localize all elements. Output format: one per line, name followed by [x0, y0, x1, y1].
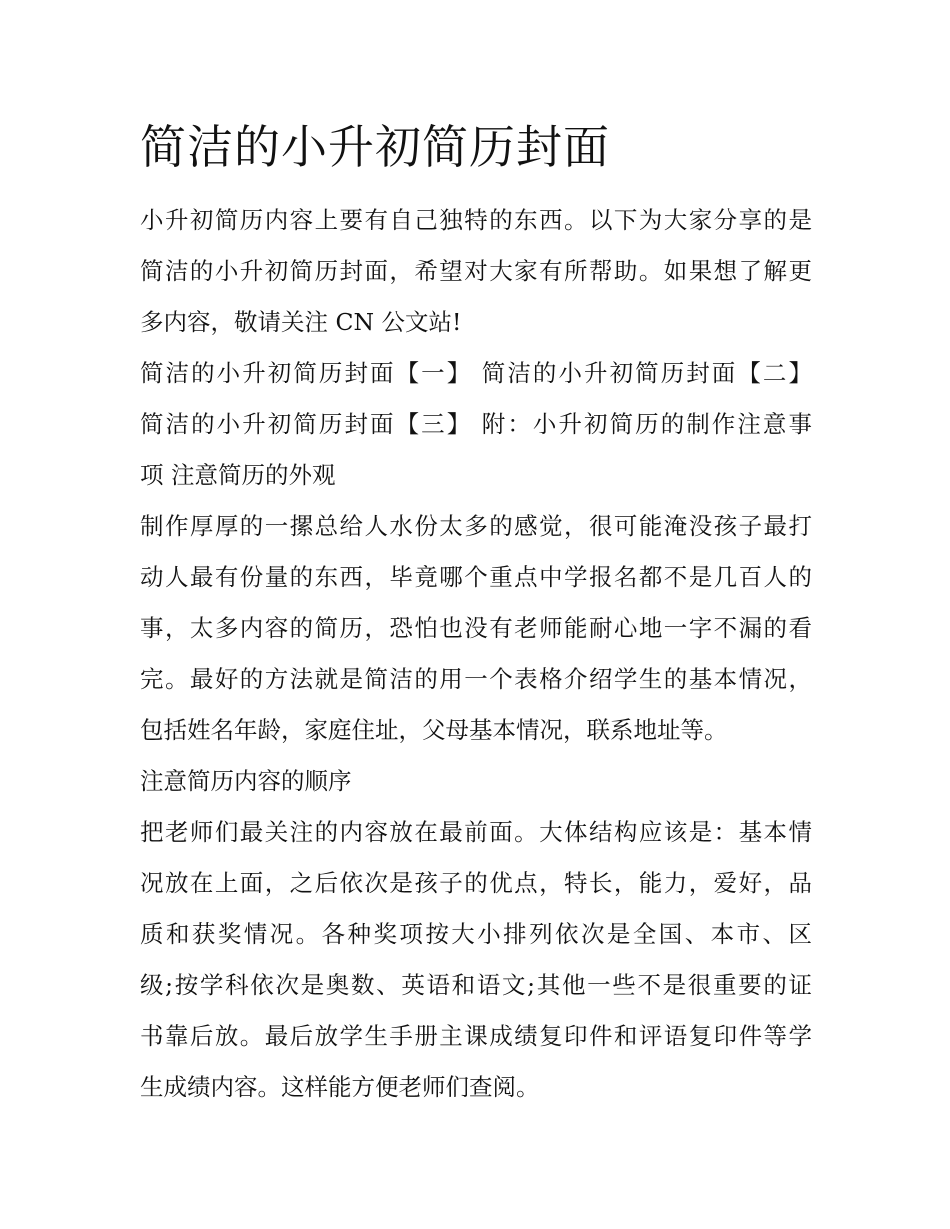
body-line-3: 多内容，敬请关注 CN 公文站!	[140, 308, 462, 336]
body-line-18: 生成绩内容。这样能方便老师们查阅。	[140, 1073, 540, 1101]
page-title: 简洁的小升初简历封面	[140, 120, 610, 174]
body-line-8: 动人最有份量的东西，毕竟哪个重点中学报名都不是几百人的	[140, 563, 812, 591]
body-line-13: 把老师们最关注的内容放在最前面。大体结构应该是：基本情	[140, 818, 812, 846]
body-line-1: 小升初简历内容上要有自己独特的东西。以下为大家分享的是	[140, 206, 812, 234]
document-body	[140, 195, 820, 1113]
body-line-4: 简洁的小升初简历封面【一】 简洁的小升初简历封面【二】	[140, 359, 812, 387]
body-line-14: 况放在上面，之后依次是孩子的优点，特长，能力，爱好，品	[140, 869, 812, 897]
body-line-16: 级;按学科依次是奥数、英语和语文;其他一些不是很重要的证	[140, 971, 812, 999]
body-line-15: 质和获奖情况。各种奖项按大小排列依次是全国、本市、区	[140, 920, 812, 948]
body-line-17: 书靠后放。最后放学生手册主课成绩复印件和评语复印件等学	[140, 1022, 812, 1050]
body-line-6: 项 注意简历的外观	[140, 461, 336, 489]
body-line-9: 事，太多内容的简历，恐怕也没有老师能耐心地一字不漏的看	[140, 614, 812, 642]
body-line-5: 简洁的小升初简历封面【三】 附：小升初简历的制作注意事	[140, 410, 812, 438]
body-line-11: 包括姓名年龄，家庭住址，父母基本情况，联系地址等。	[140, 716, 728, 744]
section-heading: 注意简历内容的顺序	[140, 767, 352, 795]
body-line-10: 完。最好的方法就是简洁的用一个表格介绍学生的基本情况，	[140, 665, 812, 693]
body-line-2: 简洁的小升初简历封面，希望对大家有所帮助。如果想了解更	[140, 257, 812, 285]
body-line-7: 制作厚厚的一摞总给人水份太多的感觉，很可能淹没孩子最打	[140, 512, 812, 540]
